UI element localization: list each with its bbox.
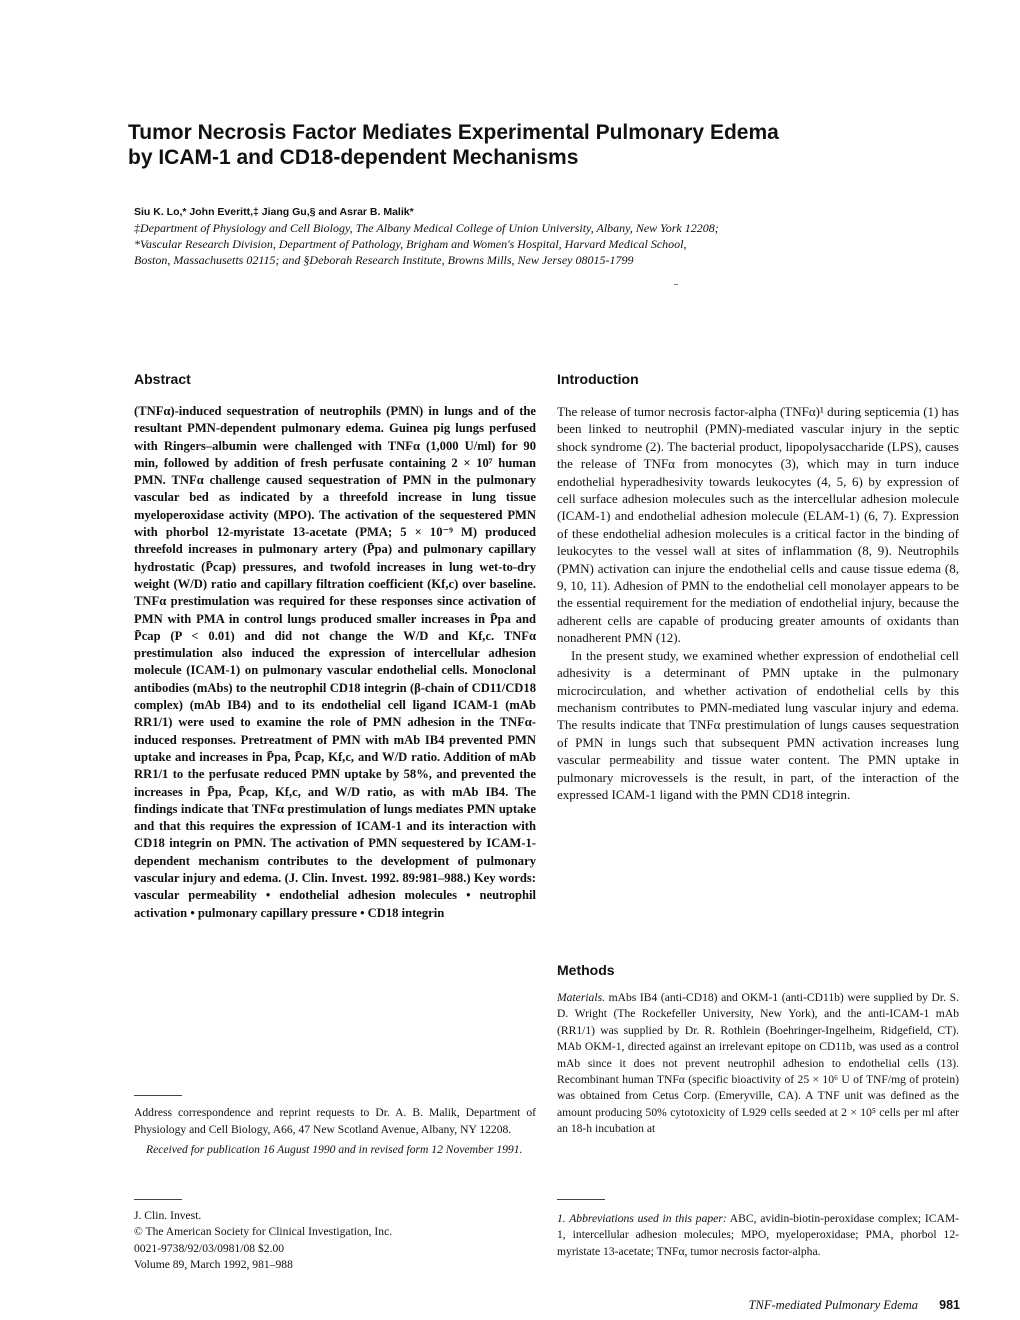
methods-text: mAbs IB4 (anti-CD18) and OKM-1 (anti-CD11b) were supplied by Dr. S. D. Wright (The Rockefeller University, New York), and the anti-ICAM-1 mAb (RR1/1) was supplied by Dr. R. Rothlein (Boehringer-Ingelheim, Ridgefield, CT). MAb OKM-1, directed against an irrelevant epitope on CD11b, was used as a control mAb since it does not prevent neutrophil adhesion to endothelial cells (13). Recombinant human TNFα (specific bioactivity of 25 × 10⁶ U of TNF/mg of protein) was obtained from Cetus Corp. (Emeryville, CA). A TNF unit was defined as the amount producing 50% cytotoxicity of L929 cells seeded at 2 × 10⁵ cells per ml after an 18-h incubation at <box>557 991 959 1136</box>
issn-price: 0021-9738/92/03/0981/08 $2.00 <box>134 1241 285 1255</box>
journal-name: J. Clin. Invest. <box>134 1209 202 1222</box>
introduction-body <box>557 403 959 803</box>
introduction-paragraph-1: The release of tumor necrosis factor-alpha (TNFα)¹ during septicemia (1) has been linked to neutrophil (PMN)-mediated vascular injury in the septic shock syndrome (2). The bacterial product, lipopolysaccharide (LPS), causes the release of TNFα from monocytes (3), which may in turn induce endothelial hyperadhesivity towards leukocytes (4, 5, 6) by expression of cell surface adhesion molecules such as the intercellular adhesion molecule (ICAM-1) and endothelial adhesion molecule (ELAM-1) (6, 7). Expression of these endothelial adhesion molecules is a critical factor in the binding of leukocytes to the vessel wall at sites of inflammation (8, 9). Neutrophils (PMN) activation can injure the endothelial cells and cause tissue edema (8, 9, 10, 11). Adhesion of PMN to the endothelial cell monolayer appears to be the essential requirement for the mediation of endothelial injury, because the adherent cells are capable of producing greater amounts of oxidants than nonadherent PMN (12). <box>557 404 959 646</box>
correspondence-text: Address correspondence and reprint requests to Dr. A. B. Malik, Department of Physiology and Cell Biology, A66, 47 New Scotland Avenue, Albany, NY 12208. <box>134 1106 536 1136</box>
methods-heading: Methods <box>557 962 615 978</box>
affiliation-line: Boston, Massachusetts 02115; and §Deborah Research Institute, Browns Mills, New Jersey 08015-1799 <box>134 253 634 267</box>
methods-subhead: Materials. <box>557 991 605 1004</box>
abbreviations-text: ABC, avidin-biotin-peroxidase complex; ICAM-1, intercellular adhesion molecules; MPO, myeloperoxidase; PMA, phorbol 12-myristate 13-acetate; TNFα, tumor necrosis factor-alpha. <box>557 1212 959 1258</box>
paper-title <box>128 120 928 170</box>
footnote-rule <box>134 1095 182 1096</box>
title-line-1: Tumor Necrosis Factor Mediates Experimental Pulmonary Edema <box>128 121 779 144</box>
abbreviations-footnote <box>557 1211 959 1260</box>
volume-info: Volume 89, March 1992, 981–988 <box>134 1257 293 1271</box>
received-date: Received for publication 16 August 1990 and in revised form 12 November 1991. <box>146 1143 523 1156</box>
running-footer <box>749 1297 960 1313</box>
introduction-heading: Introduction <box>557 371 639 387</box>
abstract-text: (TNFα)-induced sequestration of neutrophils (PMN) in lungs and of the resultant PMN-dependent pulmonary edema. Guinea pig lungs perfused with Ringers–albumin were challenged with TNFα (1,000 U/ml) for 90 min, followed by addition of fresh perfusate containing 2 × 10⁷ human PMN. TNFα challenge caused sequestration of PMN in the pulmonary vascular bed as indicated by a threefold increase in lung tissue myeloperoxidase activity (MPO). The activation of the sequestered PMN with phorbol 12-myristate 13-acetate (PMA; 5 × 10⁻⁹ M) produced threefold increases in pulmonary artery (P̄pa) and pulmonary capillary hydrostatic (P̄cap) pressures, and twofold increases in lung wet-to-dry weight (W/D) ratio and capillary filtration coefficient (Kf,c) over baseline. TNFα prestimulation was required for these responses since activation of PMN with PMA in control lungs produced smaller increases in P̄pa and P̄cap (P < 0.01) and did not change the W/D and Kf,c. TNFα prestimulation also induced the expression of intercellular adhesion molecule (ICAM-1) on pulmonary vascular endothelial cells. Monoclonal antibodies (mAbs) to the neutrophil CD18 integrin (β-chain of CD11/CD18 complex) (mAb IB4) and to its endothelial cell ligand ICAM-1 (mAb RR1/1) were used to examine the role of PMN adhesion in the TNFα-induced responses. Pretreatment of PMN with mAb IB4 prevented PMN uptake and increases in P̄pa, P̄cap, Kf,c, and W/D ratio. Addition of mAb RR1/1 to the perfusate reduced PMN uptake by 58%, and prevented the increases in P̄pa, P̄cap, Kf,c, and W/D ratio, as with mAb IB4. The findings indicate that TNFα prestimulation of lungs mediates PMN uptake and that this requires the expression of ICAM-1 and its interaction with CD18 integrin on PMN. The activation of PMN sequestered by ICAM-1-dependent mechanism contributes to the development of pulmonary vascular injury and edema. (J. Clin. Invest. 1992. 89:981–988.) Key words: vascular permeability • endothelial adhesion molecules • neutrophil activation • pulmonary capillary pressure • CD18 integrin <box>134 404 536 920</box>
introduction-paragraph-2: In the present study, we examined whether expression of endothelial cell adhesivity is a determinant of PMN uptake in the pulmonary microcirculation, and whether activation of endothelial cells by this mechanism contributes to PMN-mediated lung vascular injury and edema. The results indicate that TNFα prestimulation of lungs causes sequestration of PMN in lungs such that subsequent PMN activation increases lung vascular permeability and tissue water content. The PMN uptake in pulmonary microvessels is the result, in part, of the interaction of the expressed ICAM-1 ligand with the PMN CD18 integrin. <box>557 647 959 802</box>
affiliations <box>134 220 934 268</box>
affiliation-line: ‡Department of Physiology and Cell Biology, The Albany Medical College of Union University, Albany, New York 12208; <box>134 221 719 235</box>
scan-mark <box>674 284 678 285</box>
page-number: 981 <box>939 1298 960 1312</box>
abstract-heading: Abstract <box>134 371 191 387</box>
affiliation-line: *Vascular Research Division, Department of Pathology, Brigham and Women's Hospital, Harvard Medical School, <box>134 237 687 251</box>
abbreviations-rule <box>557 1199 605 1200</box>
copyright: © The American Society for Clinical Investigation, Inc. <box>134 1225 393 1239</box>
running-title: TNF-mediated Pulmonary Edema <box>748 1298 919 1312</box>
abbreviations-lead: 1. Abbreviations used in this paper: <box>557 1212 727 1225</box>
journal-info-rule <box>134 1199 182 1200</box>
title-line-2: by ICAM-1 and CD18-dependent Mechanisms <box>128 146 579 169</box>
methods-body <box>557 990 959 1138</box>
journal-info <box>134 1208 536 1273</box>
author-list: Siu K. Lo,* John Everitt,‡ Jiang Gu,§ and Asrar B. Malik* <box>134 206 414 218</box>
correspondence-note <box>134 1105 536 1159</box>
